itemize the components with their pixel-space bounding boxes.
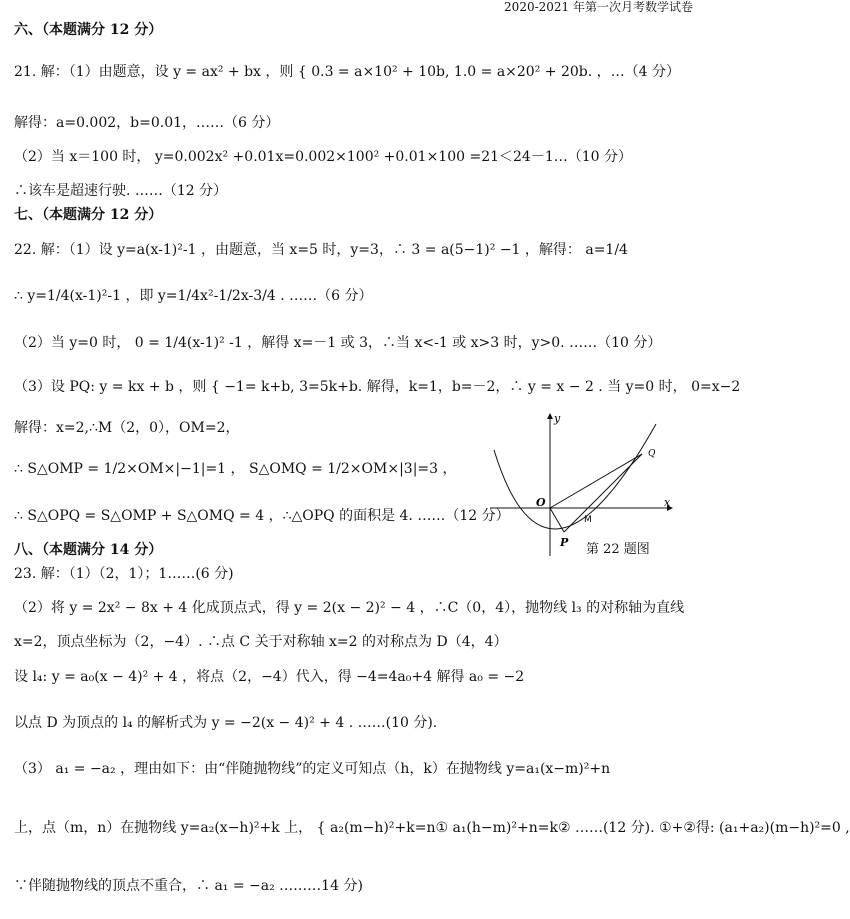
q22-line-6: ∴ S△OMP = 1/2×OM×|−1|=1 ， S△OMQ = 1/2×OM×|3|=3 ， (14, 461, 457, 477)
label-q: Q (648, 449, 656, 459)
q21-line-1: 21. 解：（1）由题意，设 y = ax² + bx ，则 { 0.3 = a×10² + 10b, 1.0 = a×20² + 20b. ，…（4 分） (14, 64, 680, 80)
q22-line-4: （3）设 PQ: y = kx + b ，则 { −1= k+b, 3=5k+b. 解得，k=1，b=－2，∴ y = x − 2 . 当 y=0 时， 0=x−2 (14, 379, 741, 395)
q21-line-3: （2）当 x＝100 时， y=0.002x² +0.01x=0.002×100² +0.01×100 =21＜24－1…（10 分） (14, 149, 633, 165)
q21-line-2: 解得：a=0.002，b=0.01，……（6 分） (14, 115, 280, 131)
q23-line-6: （3） a₁ = −a₂ ，理由如下：由“伴随抛物线”的定义可知点（h，k）在抛物线 y=a₁(x−m)²+n (14, 761, 611, 777)
label-p: P (560, 536, 569, 549)
label-x: x (664, 496, 671, 509)
figure-caption: 第 22 题图 (586, 542, 650, 557)
parabola-curve (494, 424, 656, 529)
q23-line-1: 23. 解：（1）（2，1）；1……(6 分) (14, 566, 234, 582)
q23-line-4: 设 l₄: y = a₀(x − 4)² + 4 ，将点（2，−4）代入，得 −4=4a₀+4 解得 a₀ = −2 (14, 669, 525, 685)
q22-line-2: ∴ y=1/4(x-1)²-1 ，即 y=1/4x²-1/2x-3/4 . ……（6 分） (14, 288, 373, 304)
q23-line-7: 上，点（m，n）在抛物线 y=a₂(x−h)²+k 上， { a₂(m−h)²+k=n① a₁(h−m)²+n=k② ……(12 分). ①+②得: (a₁+a₂)(m−h)²=0 , (14, 820, 850, 836)
section-six-heading: 六、（本题满分 12 分） (14, 22, 163, 38)
label-m: M (584, 515, 592, 525)
section-seven-heading: 七、（本题满分 12 分） (14, 207, 163, 223)
section-eight-heading: 八、（本题满分 14 分） (14, 542, 163, 558)
q23-line-5: 以点 D 为顶点的 l₄ 的解析式为 y = −2(x − 4)² + 4 . ……(10 分). (14, 715, 438, 731)
q22-line-7: ∴ S△OPQ = S△OMP + S△OMQ = 4 ，∴△OPQ 的面积是 4. ……（12 分） (14, 508, 510, 524)
q23-line-8: ∵伴随抛物线的顶点不重合，∴ a₁ = −a₂ ………14 分) (14, 878, 363, 894)
q21-line-4: ∴该车是超速行驶. ……（12 分） (14, 183, 228, 199)
q23-line-3: x=2，顶点坐标为（2，−4）. ∴点 C 关于对称轴 x=2 的对称点为 D（4，4） (14, 634, 508, 650)
q22-line-5: 解得：x=2,∴M（2，0），OM=2， (14, 420, 240, 436)
q22-line-3: （2）当 y=0 时， 0 = 1/4(x-1)² -1 ，解得 x=－1 或 3，∴当 x<-1 或 x>3 时，y>0. ……（10 分） (14, 335, 662, 351)
exam-title-header: 2020-2021 年第一次月考数学试卷 (504, 0, 693, 14)
q23-line-2: （2）将 y = 2x² − 8x + 4 化成顶点式，得 y = 2(x − 2)² − 4 ，∴C（0，4），抛物线 l₃ 的对称轴为直线 (14, 600, 685, 616)
label-y: y (554, 412, 561, 425)
q22-line-1: 22. 解：（1）设 y=a(x-1)²-1 ，由题意，当 x=5 时，y=3，∴ 3 = a(5−1)² −1 ，解得： a=1/4 (14, 242, 628, 258)
label-o: O (536, 496, 546, 509)
